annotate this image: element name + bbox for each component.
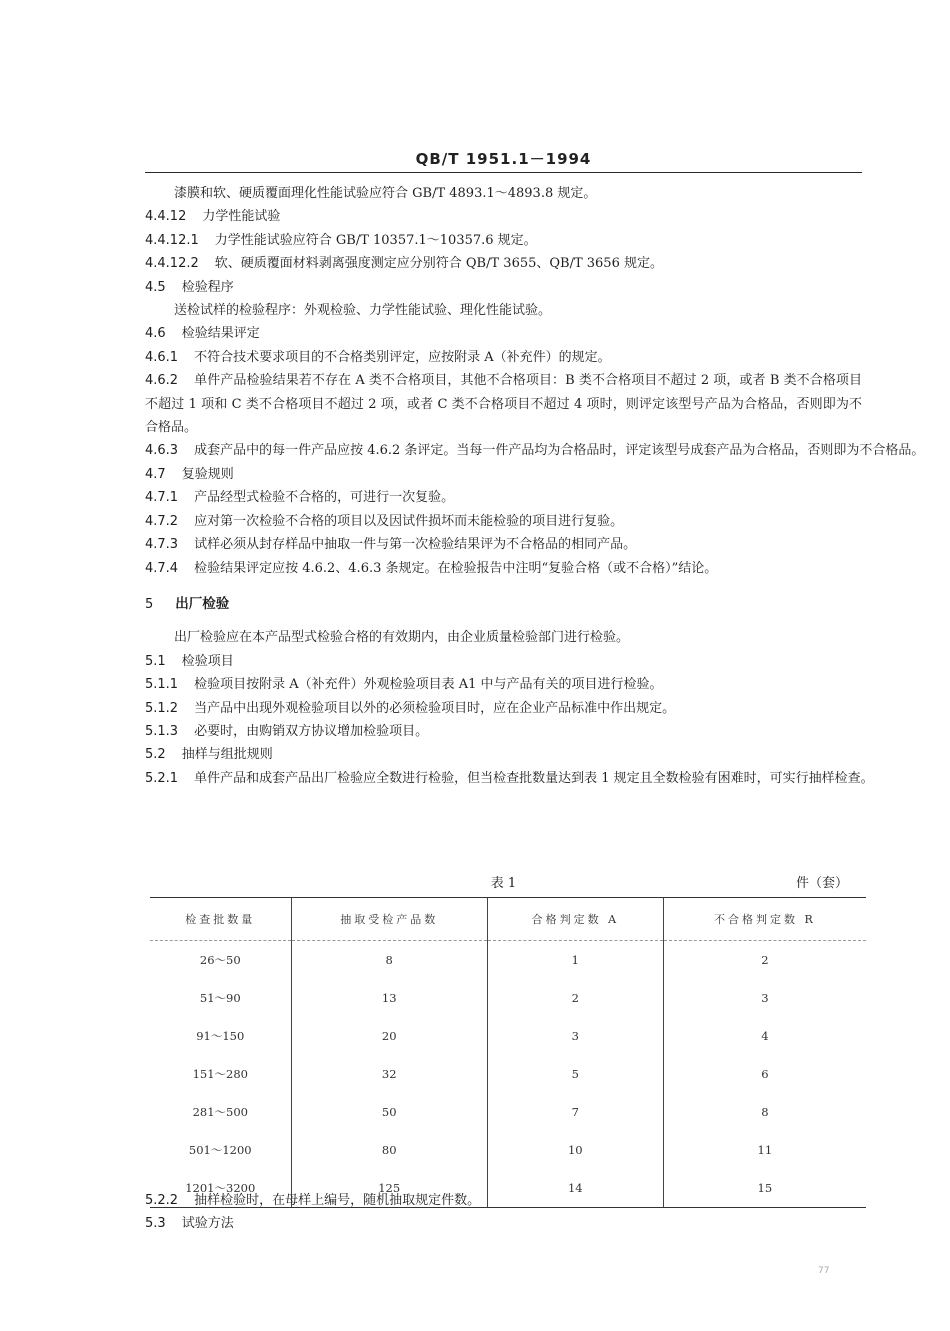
table-row xyxy=(150,1017,866,1055)
clause-item xyxy=(145,369,862,439)
table-cell: 151～280 xyxy=(192,1067,248,1081)
clause-text: 单件产品和成套产品出厂检验应全数进行检验，但当检查批数量达到表 1 规定且全数检验有困难时，可实行抽样检查。 xyxy=(194,770,874,786)
table-body xyxy=(150,941,866,1208)
table-cell: 10 xyxy=(487,1131,663,1169)
table-cell: 8 xyxy=(663,1093,866,1131)
clause-text: 必要时，由购销双方协议增加检验项目。 xyxy=(194,723,429,739)
clause-number: 5.1.3 xyxy=(145,723,179,739)
clause-item xyxy=(145,743,862,766)
clause-text: 力学性能试验应符合 GB/T 10357.1～10357.6 规定。 xyxy=(214,232,537,248)
table-cell: 32 xyxy=(291,1055,487,1093)
table-cell: 1201～3200 xyxy=(150,1169,291,1208)
clause-number: 4.6 xyxy=(145,326,166,342)
clause-text: 抽样检验时，在母样上编号，随机抽取规定件数。 xyxy=(194,1193,481,1208)
table-cell: 5 xyxy=(487,1055,663,1093)
clause-text: 检验程序 xyxy=(181,279,234,295)
clause-number: 4.7 xyxy=(145,466,166,482)
clause-list xyxy=(145,322,925,579)
table-cell: 3 xyxy=(663,979,866,1017)
clause-item xyxy=(145,463,862,486)
table-cell: 2 xyxy=(487,979,663,1017)
section-heading xyxy=(145,593,862,616)
clause-item xyxy=(145,252,862,275)
clause-number: 4.7.1 xyxy=(145,490,179,506)
clause-text: 产品经型式检验不合格的，可进行一次复验。 xyxy=(194,490,455,506)
clause-number: 4.5 xyxy=(145,279,166,295)
table-header-cell: 不合格判定数 R xyxy=(663,898,866,941)
clause-number: 5.1.1 xyxy=(145,677,179,693)
clause-item xyxy=(145,720,862,743)
clause-number: 5.1.2 xyxy=(145,700,179,716)
clause-number: 4.7.3 xyxy=(145,537,179,553)
clause-text: 试验方法 xyxy=(181,1216,234,1232)
clause-item xyxy=(145,1189,862,1212)
page-number: 77 xyxy=(818,1266,830,1276)
table-header-cell: 抽取受检产品数 xyxy=(291,898,487,941)
clause-number: 4.6.2 xyxy=(145,373,179,389)
table-cell: 4 xyxy=(663,1017,866,1055)
clause-item xyxy=(145,229,862,252)
clause-number: 4.4.12.1 xyxy=(145,232,199,248)
table-cell: 13 xyxy=(291,979,487,1017)
clause-list xyxy=(145,205,862,299)
clause-number: 4.4.12 xyxy=(145,209,187,225)
paragraph: 漆膜和软、硬质覆面理化性能试验应符合 GB/T 4893.1～4893.8 规定。 xyxy=(174,186,597,201)
clause-item xyxy=(145,322,862,345)
table-cell: 15 xyxy=(663,1169,866,1208)
clause-item xyxy=(145,533,862,556)
table-header-cell: 检查批数量 xyxy=(150,898,291,941)
clause-text: 力学性能试验 xyxy=(202,209,281,225)
table-cell: 1 xyxy=(487,941,663,980)
clause-text: 检验项目 xyxy=(181,653,234,669)
clause-text: 当产品中出现外观检验项目以外的必须检验项目时，应在企业产品标准中作出规定。 xyxy=(194,700,676,716)
section-title: 出厂检验 xyxy=(175,595,230,612)
clause-number: 5.1 xyxy=(145,653,166,669)
clause-number: 5.3 xyxy=(145,1216,166,1232)
clause-text: 检验结果评定应按 4.6.2、4.6.3 条规定。在检验报告中注明“复验合格（或不合格）”结论。 xyxy=(194,560,718,576)
clause-item xyxy=(145,510,862,533)
clause-item xyxy=(145,205,862,228)
table-cell: 14 xyxy=(487,1169,663,1208)
clause-list xyxy=(145,650,874,790)
section-number: 5 xyxy=(145,596,154,612)
clause-text: 检验项目按附录 A（补充件）外观检验项目表 A1 中与产品有关的项目进行检验。 xyxy=(194,677,663,693)
table-cell: 26～50 xyxy=(199,953,241,967)
clause-text: 应对第一次检验不合格的项目以及因试件损坏而未能检验的项目进行复验。 xyxy=(194,513,624,529)
clause-text: 不符合技术要求项目的不合格类别评定，应按附录 A（补充件）的规定。 xyxy=(194,349,611,365)
clause-text: 抽样与组批规则 xyxy=(181,747,273,763)
document-body xyxy=(145,182,925,790)
table-cell: 3 xyxy=(487,1017,663,1055)
table-cell: 91～150 xyxy=(196,1029,245,1043)
table-row xyxy=(150,979,866,1017)
clause-item xyxy=(145,276,862,299)
clause-item xyxy=(145,557,862,580)
table-row xyxy=(150,1093,866,1131)
clause-number: 4.4.12.2 xyxy=(145,256,199,272)
clause-item xyxy=(145,767,874,790)
table-unit: 件（套） xyxy=(795,876,848,891)
table-header-cell: 合格判定数 A xyxy=(487,898,663,941)
clause-item xyxy=(145,697,862,720)
paragraph: 送检试样的检验程序：外观检验、力学性能试验、理化性能试验。 xyxy=(174,303,552,319)
clause-text: 单件产品检验结果若不存在 A 类不合格项目，其他不合格项目：B 类不合格项目不超过 2 项，或者 B 类不合格项目不超过 1 项和 C 类不合格项目不超过 2 项，或者 C 类不合格项目不超过 4 项时，则评定该型号产品为合格品，否则即为不合格品。 xyxy=(145,373,862,436)
table-cell: 11 xyxy=(663,1131,866,1169)
clause-number: 5.2 xyxy=(145,747,166,763)
table-cell: 2 xyxy=(663,941,866,980)
table-cell: 50 xyxy=(291,1093,487,1131)
clause-text: 复验规则 xyxy=(181,466,234,482)
clause-item xyxy=(145,650,862,673)
clause-text: 试样必须从封存样品中抽取一件与第一次检验结果评为不合格品的相同产品。 xyxy=(194,537,637,553)
table-title: 表 1 xyxy=(490,876,517,891)
clause-list xyxy=(145,1189,862,1236)
clause-number: 4.7.4 xyxy=(145,560,179,576)
clause-number: 5.2.1 xyxy=(145,770,179,786)
table-cell: 125 xyxy=(291,1169,487,1208)
table-caption xyxy=(145,872,862,894)
clause-text: 检验结果评定 xyxy=(181,326,260,342)
clause-item xyxy=(145,673,862,696)
clause-number: 4.6.1 xyxy=(145,349,179,365)
table-header-row xyxy=(150,898,866,941)
sampling-table xyxy=(150,897,866,1208)
clause-item xyxy=(145,486,862,509)
table-cell: 51～90 xyxy=(199,991,241,1005)
clause-text: 成套产品中的每一件产品应按 4.6.2 条评定。当每一件产品均为合格品时，评定该型号成套产品为合格品，否则即为不合格品。 xyxy=(194,443,925,459)
table-cell: 501～1200 xyxy=(188,1143,252,1157)
header-rule xyxy=(145,172,862,173)
table-cell: 80 xyxy=(291,1131,487,1169)
table-row xyxy=(150,1055,866,1093)
clause-item xyxy=(145,1212,862,1235)
table-cell: 281～500 xyxy=(192,1105,248,1119)
table-row xyxy=(150,1131,866,1169)
clause-item xyxy=(145,439,925,462)
clause-item xyxy=(145,346,862,369)
table-cell: 8 xyxy=(291,941,487,980)
table-row xyxy=(150,941,866,980)
table-cell: 20 xyxy=(291,1017,487,1055)
clause-text: 软、硬质覆面材料剥离强度测定应分别符合 QB/T 3655、QB/T 3656 规定。 xyxy=(214,256,663,272)
clause-number: 4.7.2 xyxy=(145,513,179,529)
clause-number: 4.6.3 xyxy=(145,443,179,459)
table-cell: 7 xyxy=(487,1093,663,1131)
table-cell: 6 xyxy=(663,1055,866,1093)
standard-header-code: QB/T 1951.1－1994 xyxy=(415,150,592,168)
clause-number: 5.2.2 xyxy=(145,1193,179,1208)
paragraph: 出厂检验应在本产品型式检验合格的有效期内，由企业质量检验部门进行检验。 xyxy=(174,630,630,646)
